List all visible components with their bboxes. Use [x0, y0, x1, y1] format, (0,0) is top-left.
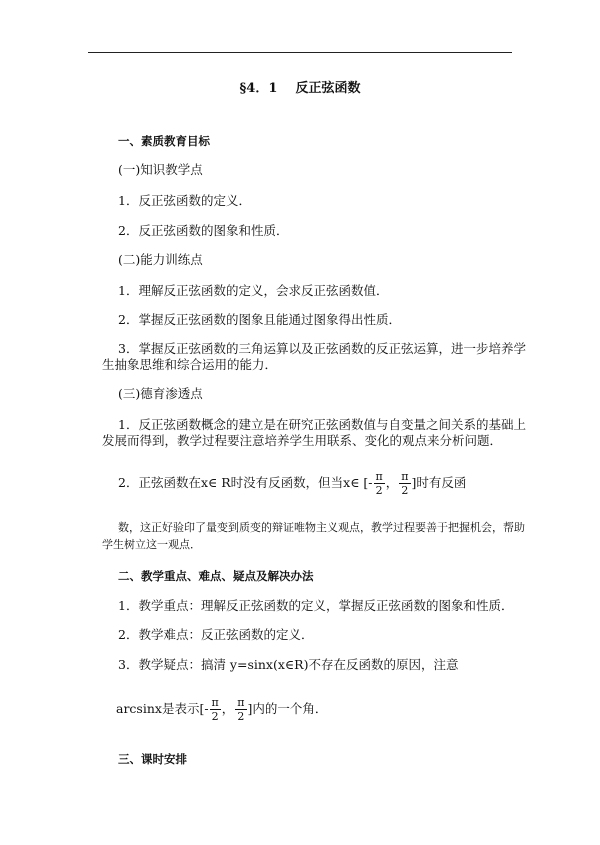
ability-item-3-cont: 生抽象思维和综合运用的能力． — [102, 357, 278, 372]
moral-item-2 — [118, 470, 466, 497]
arcsin-prefix: arcsinx是表示[- — [116, 701, 209, 716]
fraction-denominator: 2 — [375, 484, 383, 497]
fraction-denominator: 2 — [401, 484, 409, 497]
pi-over-2-fraction — [210, 696, 221, 723]
moral-item-2-prefix: 2．正弦函数在x∈ R时没有反函数，但当x∈ [- — [118, 475, 373, 490]
knowledge-heading: (一)知识教学点 — [118, 162, 203, 177]
pi-over-2-fraction — [374, 470, 385, 497]
fraction-denominator: 2 — [237, 710, 245, 723]
moral-item-2-suffix: ]时有反函 — [411, 475, 467, 490]
moral-item-2-sep: ， — [385, 475, 399, 490]
moral-item-2-cont-1: 数，这正好验印了量变到质变的辩证唯物主义观点，教学过程要善于把握机会，帮助 — [118, 521, 525, 534]
fraction-numerator: π — [211, 696, 219, 709]
moral-item-2-cont-2: 学生树立这一观点． — [102, 538, 201, 551]
ability-item-3: 3．掌握反正弦函数的三角运算以及正弦函数的反正弦运算，进一步培养学 — [118, 341, 526, 356]
arcsin-suffix: ]内的一个角． — [247, 701, 328, 716]
moral-heading: (三)德育渗透点 — [118, 386, 203, 401]
section3-heading: 三、课时安排 — [118, 752, 187, 766]
pi-over-2-fraction — [399, 470, 410, 497]
knowledge-item-2: 2．反正弦函数的图象和性质． — [118, 223, 289, 238]
ability-heading: (二)能力训练点 — [118, 252, 203, 267]
section2-heading: 二、教学重点、难点、疑点及解决办法 — [118, 569, 314, 583]
section2-item-2: 2．教学难点：反正弦函数的定义． — [118, 627, 314, 642]
moral-item-1-line-1: 1．反正弦函数概念的建立是在研究正弦函数值与自变量之间关系的基础上 — [118, 417, 526, 432]
pi-over-2-fraction — [235, 696, 246, 723]
ability-item-1: 1．理解反正弦函数的定义，会求反正弦函数值． — [118, 283, 389, 298]
arcsin-sep: ， — [221, 701, 235, 716]
section2-item-1: 1．教学重点：理解反正弦函数的定义，掌握反正弦函数的图象和性质． — [118, 598, 514, 613]
fraction-numerator: π — [401, 470, 409, 483]
ability-item-2: 2．掌握反正弦函数的图象且能通过图象得出性质． — [118, 312, 401, 327]
fraction-numerator: π — [237, 696, 245, 709]
arcsin-line — [116, 696, 327, 723]
section1-heading: 一、素质教育目标 — [118, 134, 210, 148]
knowledge-item-1: 1．反正弦函数的定义． — [118, 193, 251, 208]
fraction-numerator: π — [375, 470, 383, 483]
header-rule — [88, 52, 512, 53]
section2-item-3: 3．教学疑点：搞清 y=sinx(x∈R)不存在反函数的原因，注意 — [118, 657, 459, 672]
page-title: §4．1 反正弦函数 — [239, 81, 361, 96]
fraction-denominator: 2 — [211, 710, 219, 723]
moral-item-1-line-2: 发展而得到，教学过程要注意培养学生用联系、变化的观点来分析问题． — [102, 433, 503, 448]
